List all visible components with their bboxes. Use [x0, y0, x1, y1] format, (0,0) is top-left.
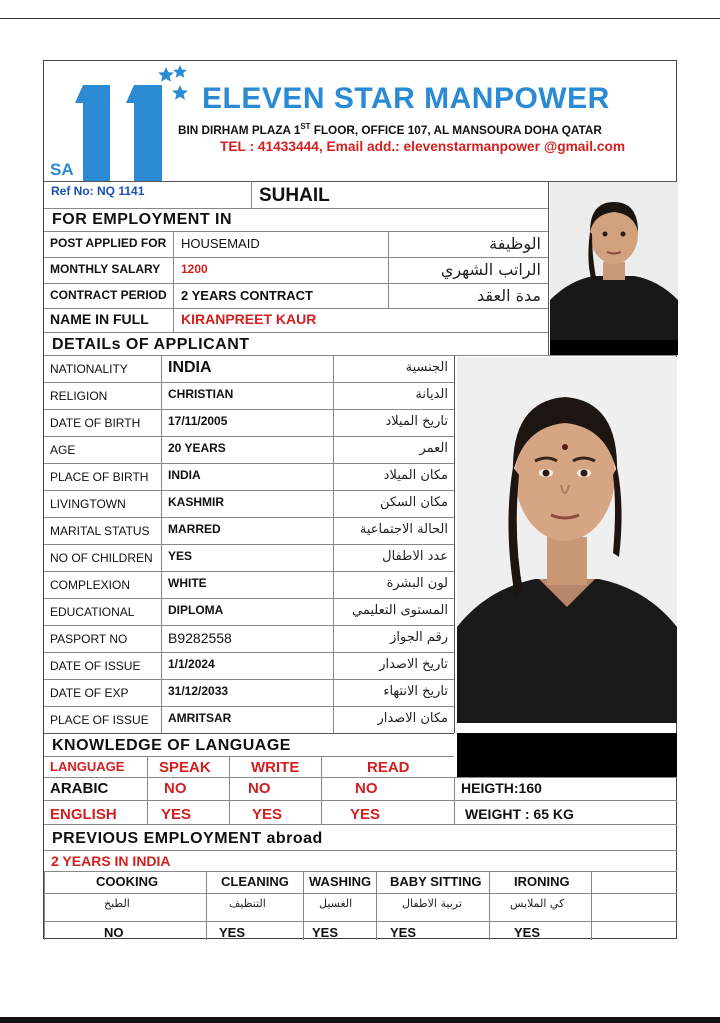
skill-cleaning-value: YES — [219, 925, 246, 940]
skill-washing-label: WASHING — [309, 874, 372, 889]
row-divider — [44, 436, 454, 437]
language-section-title: KNOWLEDGE OF LANGUAGE — [52, 737, 291, 754]
applicant-row-arabic: الديانة — [415, 387, 448, 402]
applicant-row-label: PLACE OF ISSUE — [50, 713, 149, 727]
applicant-row-label: AGE — [50, 443, 76, 457]
arabic-write: NO — [248, 780, 271, 797]
row-divider — [44, 257, 548, 258]
cv-sheet — [43, 60, 677, 939]
ref-number: Ref No: NQ 1141 — [51, 184, 145, 198]
employment-row-arabic: الوظيفة — [489, 234, 541, 253]
applicant-row-arabic: مكان السكن — [379, 495, 448, 510]
applicant-row-arabic: مكان الاصدار — [377, 711, 448, 726]
skill-cooking-value: NO — [104, 925, 124, 940]
applicant-row-label: COMPLEXION — [50, 578, 131, 592]
applicant-row-label: EDUCATIONAL — [50, 605, 135, 619]
employment-row-arabic: مدة العقد — [477, 286, 541, 305]
address-part-2: FLOOR, OFFICE 107, AL MANSOURA DOHA QATAR — [310, 123, 602, 137]
skill-washing-arabic: الغسيل — [319, 897, 353, 910]
applicant-row-value: YES — [168, 549, 193, 563]
address-superscript: ST — [300, 122, 311, 131]
logo-prefix: SA — [50, 160, 74, 179]
company-contact — [220, 138, 633, 154]
star-icon — [158, 67, 174, 82]
employment-row-value: 1200 — [181, 262, 208, 276]
applicant-row-arabic: لون البشرة — [386, 576, 448, 591]
col-divider — [388, 231, 389, 308]
english-write: YES — [252, 806, 283, 823]
skill-babysitting-value: YES — [390, 925, 417, 940]
row-divider — [44, 409, 454, 410]
applicant-row-label: DATE OF EXP — [50, 686, 129, 700]
applicant-row-value: 31/12/2033 — [168, 684, 229, 698]
skill-babysitting-arabic: تربية الاطفال — [402, 897, 462, 910]
applicant-row-arabic: تاريخ الميلاد — [385, 414, 448, 429]
applicant-row-value: 17/11/2005 — [168, 414, 228, 428]
height-value: HEIGTH:160 — [461, 780, 542, 796]
col-divider — [173, 231, 174, 308]
previous-section-title: PREVIOUS EMPLOYMENT abroad — [52, 830, 323, 847]
language-arabic: ARABIC — [50, 780, 109, 797]
employment-row-label: POST APPLIED FOR — [50, 236, 167, 250]
bottom-edge — [0, 1017, 720, 1023]
applicant-row-label: LIVINGTOWN — [50, 497, 126, 511]
applicant-row-arabic: الجنسية — [405, 360, 448, 375]
applicant-row-value: MARRED — [168, 522, 221, 536]
applicant-row-arabic: عدد الاطفال — [382, 549, 448, 564]
skill-cooking-arabic: الطبخ — [104, 897, 130, 910]
applicant-row-arabic: مكان الميلاد — [383, 468, 448, 483]
applicant-section-title: DETAILs OF APPLICANT — [52, 336, 250, 353]
skill-babysitting-label: BABY SITTING — [390, 874, 482, 889]
top-edge — [0, 0, 720, 19]
applicant-photo — [457, 357, 677, 723]
address-part-1: BIN DIRHAM PLAZA 1 — [178, 123, 301, 137]
applicant-row-value: B9282558 — [168, 630, 232, 646]
row-divider — [44, 544, 454, 545]
employment-row-value: HOUSEMAID — [181, 236, 260, 251]
applicant-row-arabic: تاريخ الانتهاء — [383, 684, 448, 699]
previous-note: 2 YEARS IN INDIA — [51, 853, 171, 869]
language-header-language: LANGUAGE — [50, 759, 125, 774]
applicant-row-arabic: رقم الجواز — [390, 630, 448, 645]
language-english: ENGLISH — [50, 806, 117, 823]
employment-row-arabic: الراتب الشهري — [440, 260, 541, 279]
applicant-row-arabic: الحالة الاجتماعية — [359, 522, 448, 537]
employment-row-value: 2 YEARS CONTRACT — [181, 288, 313, 303]
skill-ironing-value: YES — [514, 925, 541, 940]
applicant-row-label: RELIGION — [50, 389, 108, 403]
row-divider — [44, 517, 454, 518]
row-divider — [44, 283, 548, 284]
row-divider — [44, 679, 454, 680]
passport-photo-bar — [550, 340, 678, 355]
applicant-row-value: 1/1/2024 — [168, 657, 215, 671]
language-header-speak: SPEAK — [159, 759, 211, 776]
english-speak: YES — [161, 806, 192, 823]
row-divider — [44, 706, 454, 707]
company-name — [202, 82, 610, 116]
english-read: YES — [350, 806, 381, 823]
row-divider — [44, 625, 454, 626]
applicant-row-value: WHITE — [168, 576, 207, 590]
applicant-row-value: DIPLOMA — [168, 603, 224, 617]
skill-cleaning-label: CLEANING — [221, 874, 289, 889]
agent-name: SUHAIL — [259, 185, 330, 206]
applicant-row-label: DATE OF ISSUE — [50, 659, 141, 673]
applicant-row-value: CHRISTIAN — [168, 387, 234, 401]
name-label: NAME IN FULL — [50, 311, 149, 327]
name-value: KIRANPREET KAUR — [181, 311, 317, 327]
passport-photo — [550, 182, 678, 340]
row-divider — [44, 463, 454, 464]
address-wrap — [178, 122, 602, 137]
passport-portrait — [550, 182, 678, 340]
language-header-write: WRITE — [251, 759, 300, 776]
applicant-row-label: PASPORT NO — [50, 632, 128, 646]
star-icon — [172, 85, 188, 100]
row-divider — [44, 598, 454, 599]
row-divider — [44, 490, 454, 491]
weight-value: WEIGHT : 65 KG — [465, 806, 574, 822]
employment-row-label: MONTHLY SALARY — [50, 262, 161, 276]
applicant-row-value: INDIA — [168, 359, 212, 376]
skill-ironing-arabic: كي الملابس — [510, 897, 565, 910]
applicant-portrait — [457, 357, 677, 723]
row-divider — [44, 571, 454, 572]
star-icon — [173, 65, 187, 78]
employment-row-label: CONTRACT PERIOD — [50, 288, 167, 302]
arabic-read: NO — [355, 780, 378, 797]
applicant-row-label: PLACE OF BIRTH — [50, 470, 149, 484]
skill-ironing-label: IRONING — [514, 874, 570, 889]
arabic-speak: NO — [164, 780, 187, 797]
company-address — [178, 122, 610, 137]
company-name-text: ELEVEN STAR MANPOWER — [202, 82, 610, 115]
language-header-read: READ — [367, 759, 410, 776]
row-divider — [44, 382, 454, 383]
applicant-row-value: INDIA — [168, 468, 201, 482]
skill-cooking-label: COOKING — [96, 874, 159, 889]
applicant-row-arabic: المستوى التعليمي — [352, 603, 448, 618]
skill-washing-value: YES — [312, 925, 339, 940]
applicant-row-label: MARITAL STATUS — [50, 524, 150, 538]
applicant-row-arabic: العمر — [419, 441, 448, 456]
row-divider — [44, 652, 454, 653]
applicant-row-value: AMRITSAR — [168, 711, 232, 725]
col-divider — [548, 181, 549, 355]
applicant-row-label: NATIONALITY — [50, 362, 128, 376]
applicant-row-arabic: تاريخ الاصدار — [379, 657, 448, 672]
applicant-row-value: KASHMIR — [168, 495, 224, 509]
applicant-row-label: NO OF CHILDREN — [50, 551, 153, 565]
applicant-row-label: DATE OF BIRTH — [50, 416, 141, 430]
skill-cleaning-arabic: التنظيف — [229, 897, 266, 910]
applicant-photo-bar — [457, 733, 677, 777]
employment-section-title: FOR EMPLOYMENT IN — [52, 211, 233, 228]
applicant-row-value: 20 YEARS — [168, 441, 226, 455]
contact-text: TEL : 41433444, Email add.: elevenstarmanpower @gmail.com — [220, 138, 626, 154]
